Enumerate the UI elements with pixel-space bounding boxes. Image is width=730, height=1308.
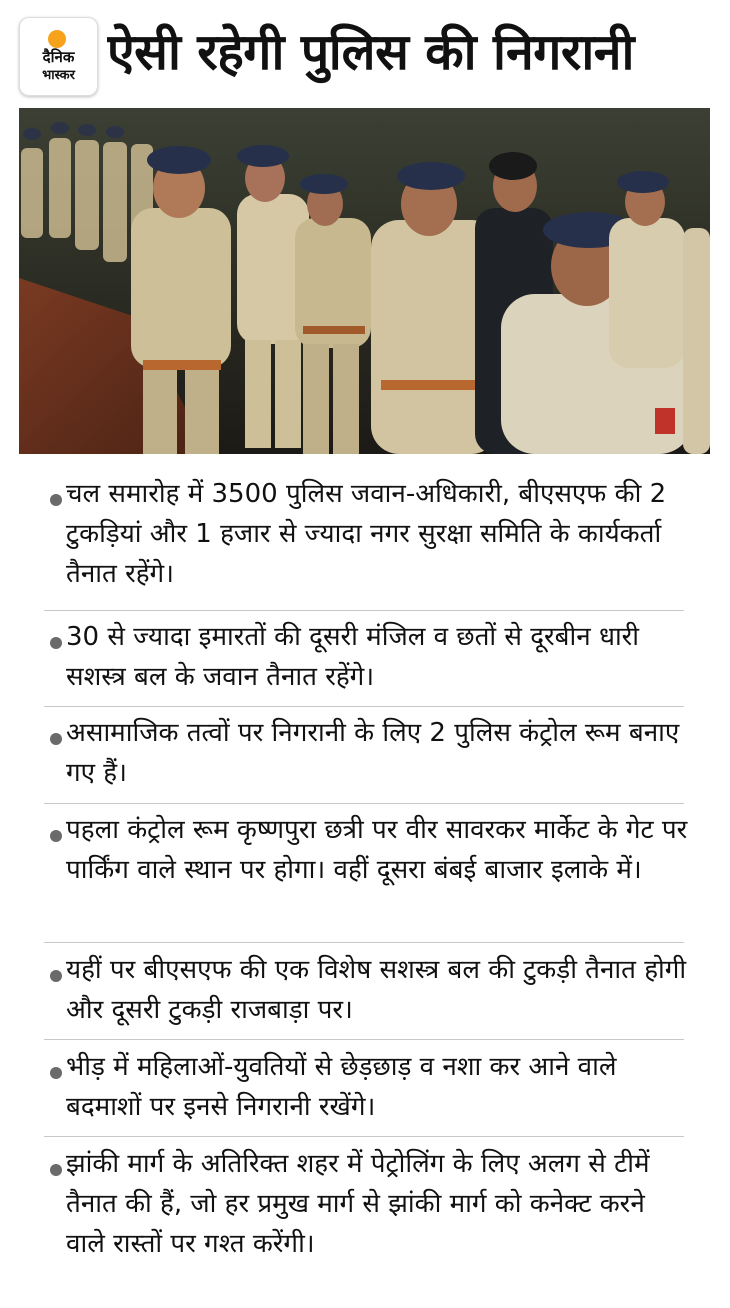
list-item-text: झांकी मार्ग के अतिरिक्त शहर में पेट्रोलिंग के लिए अलग से टीमें तैनात की हैं, जो हर प्रमुख मार्ग से झांकी मार्ग को कनेक्ट करने वाले रास्तों पर गश्त करेंगी। (66, 1149, 650, 1259)
police-personnel-photo (19, 108, 710, 454)
logo-line-2: भास्कर (42, 68, 75, 83)
bullet-dot (50, 494, 62, 506)
divider (44, 942, 684, 943)
list-item-text: चल समारोह में 3500 पुलिस जवान-अधिकारी, बीएसएफ की 2 टुकड़ियां और 1 हजार से ज्यादा नगर सुरक्षा समिति के कार्यकर्ता तैनात रहेंगे। (66, 479, 667, 589)
page-title: ऐसी रहेगी पुलिस की निगरानी (107, 23, 634, 81)
list-item-text: भीड़ में महिलाओं-युवतियों से छेड़छाड़ व नशा कर आने वाले बदमाशों पर इनसे निगरानी रखेंगे। (66, 1052, 617, 1122)
bullet-dot (50, 830, 62, 842)
divider (44, 803, 684, 804)
divider (44, 706, 684, 707)
divider (44, 610, 684, 611)
sun-icon (48, 30, 66, 48)
list-item-text: पहला कंट्रोल रूम कृष्णपुरा छत्री पर वीर सावरकर मार्केट के गेट पर पार्किंग वाले स्थान पर होगा। वहीं दूसरा बंबई बाजार इलाके में। (66, 815, 688, 885)
bullet-dot (50, 970, 62, 982)
bullet-dot (50, 637, 62, 649)
dainik-bhaskar-logo[interactable] (19, 17, 98, 96)
divider (44, 1039, 684, 1040)
list-item-text: यहीं पर बीएसएफ की एक विशेष सशस्त्र बल की टुकड़ी तैनात होगी और दूसरी टुकड़ी राजबाड़ा पर। (66, 955, 687, 1025)
header (0, 0, 730, 108)
list-item-text: असामाजिक तत्वों पर निगरानी के लिए 2 पुलिस कंट्रोल रूम बनाए गए हैं। (66, 718, 680, 788)
bullet-dot (50, 733, 62, 745)
logo-line-1: दैनिक (42, 48, 75, 66)
bullet-dot (50, 1164, 62, 1176)
list-item-text: 30 से ज्यादा इमारतों की दूसरी मंजिल व छतों से दूरबीन धारी सशस्त्र बल के जवान तैनात रहेंगे। (66, 622, 640, 692)
divider (44, 1136, 684, 1137)
bullet-dot (50, 1067, 62, 1079)
